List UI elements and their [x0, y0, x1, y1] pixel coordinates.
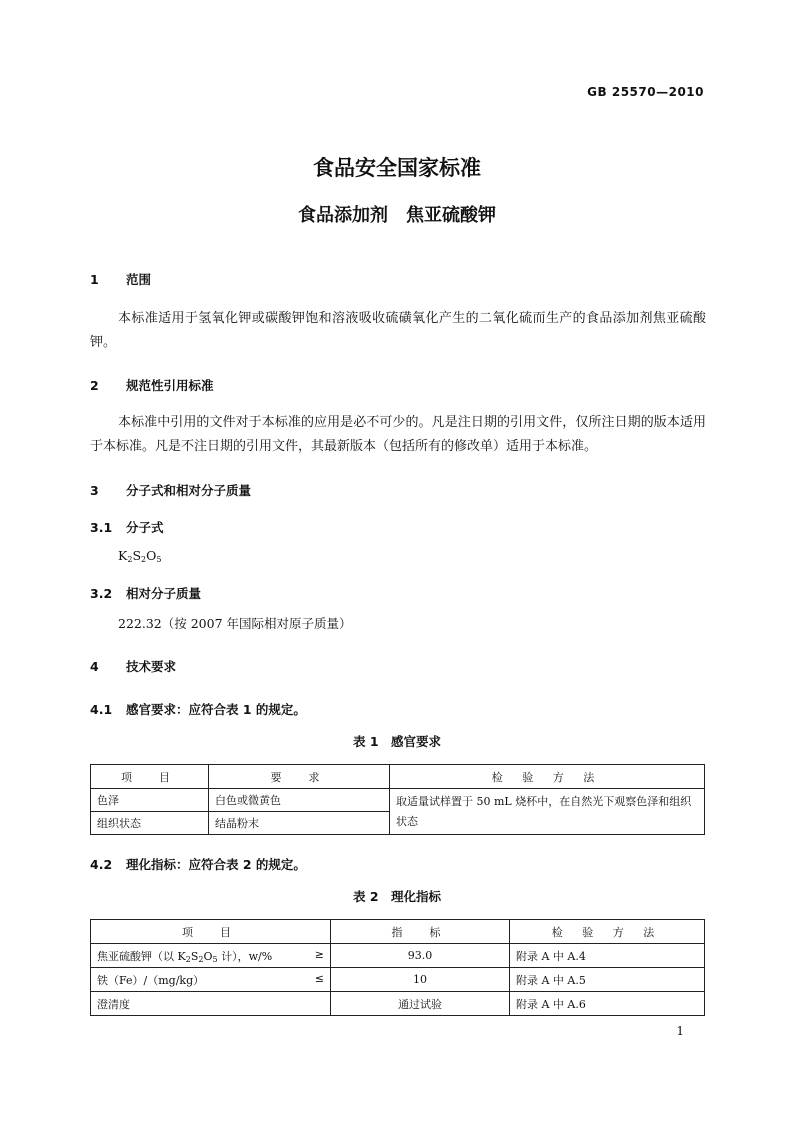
table-cell: 93.0: [331, 944, 510, 968]
table-row: [91, 789, 705, 812]
section-title: 相对分子质量: [126, 586, 202, 601]
table-cell: 附录 A 中 A.4: [510, 944, 705, 968]
section-title: 感官要求：应符合表 1 的规定。: [126, 702, 306, 717]
standard-number: GB 25570—2010: [587, 85, 704, 99]
page-number: 1: [676, 1024, 684, 1038]
table-header: 检 验 方 法: [390, 765, 705, 789]
comparison-symbol: ≥: [314, 947, 324, 961]
table-header: 检 验 方 法: [510, 920, 705, 944]
table-cell: 澄清度: [91, 992, 331, 1016]
table-cell: 附录 A 中 A.6: [510, 992, 705, 1016]
table-cell: 白色或微黄色: [209, 789, 390, 812]
document-title: 食品安全国家标准: [313, 156, 481, 180]
section-title: 技术要求: [126, 659, 177, 674]
molecular-mass: 222.32（按 2007 年国际相对原子质量）: [118, 616, 352, 631]
section-4-heading: [90, 657, 176, 675]
section-title: 分子式和相对分子质量: [126, 483, 252, 498]
section-3-heading: [90, 481, 251, 499]
table-cell: 通过试验: [331, 992, 510, 1016]
section-1-heading: [90, 270, 151, 288]
table-header: 要 求: [209, 765, 390, 789]
section-2-text: 本标准中引用的文件对于本标准的应用是必不可少的。凡是注日期的引用文件，仅所注日期的版本适用于本标准。凡是不注日期的引用文件，其最新版本（包括所有的修改单）适用于本标准。: [90, 415, 706, 454]
section-1-text: 本标准适用于氢氧化钾或碳酸钾饱和溶液吸收硫磺氧化产生的二氧化硫而生产的食品添加剂焦亚硫酸钾。: [90, 311, 706, 350]
comparison-symbol: ≤: [314, 971, 324, 985]
table-2: [90, 919, 705, 1016]
document-subtitle: 食品添加剂 焦亚硫酸钾: [298, 205, 496, 226]
section-title: 理化指标：应符合表 2 的规定。: [126, 857, 306, 872]
section-4-1-heading: [90, 700, 306, 718]
section-title: 分子式: [126, 520, 164, 535]
section-number: 3: [90, 483, 99, 498]
table-cell: 焦亚硫酸钾（以 $K_2S_2O_5$ 计），w/% ≥: [91, 944, 331, 968]
section-3-2-heading: [90, 584, 201, 602]
table-header: 项 目: [91, 920, 331, 944]
table-cell: 10: [331, 968, 510, 992]
section-3-1-heading: [90, 518, 164, 536]
section-number: 4.2: [90, 857, 113, 872]
molecular-formula: $K_2S_2O_5$: [118, 548, 162, 564]
section-number: 1: [90, 272, 99, 287]
section-number: 4: [90, 659, 99, 674]
section-2-heading: [90, 376, 214, 394]
table-header: 项 目: [91, 765, 209, 789]
table-cell: 取适量试样置于 50 mL 烧杯中，在自然光下观察色泽和组织状态: [390, 789, 705, 835]
table-cell: 附录 A 中 A.5: [510, 968, 705, 992]
table-cell: 结晶粉末: [209, 812, 390, 835]
table-cell: 色泽: [91, 789, 209, 812]
table-cell: 铁（Fe）/（mg/kg） ≤: [91, 968, 331, 992]
section-number: 3.1: [90, 520, 113, 535]
table-header: 指 标: [331, 920, 510, 944]
section-number: 4.1: [90, 702, 113, 717]
table-row: [91, 992, 705, 1016]
section-title: 规范性引用标准: [126, 378, 214, 393]
section-title: 范围: [126, 272, 152, 287]
table-row: [91, 944, 705, 968]
table-cell: 组织状态: [91, 812, 209, 835]
table-1: [90, 764, 705, 835]
section-4-2-heading: [90, 855, 306, 873]
section-number: 3.2: [90, 586, 113, 601]
table-1-caption: 表 1 感官要求: [352, 734, 442, 749]
table-row: [91, 968, 705, 992]
table-2-caption: 表 2 理化指标: [352, 889, 442, 904]
section-number: 2: [90, 378, 99, 393]
